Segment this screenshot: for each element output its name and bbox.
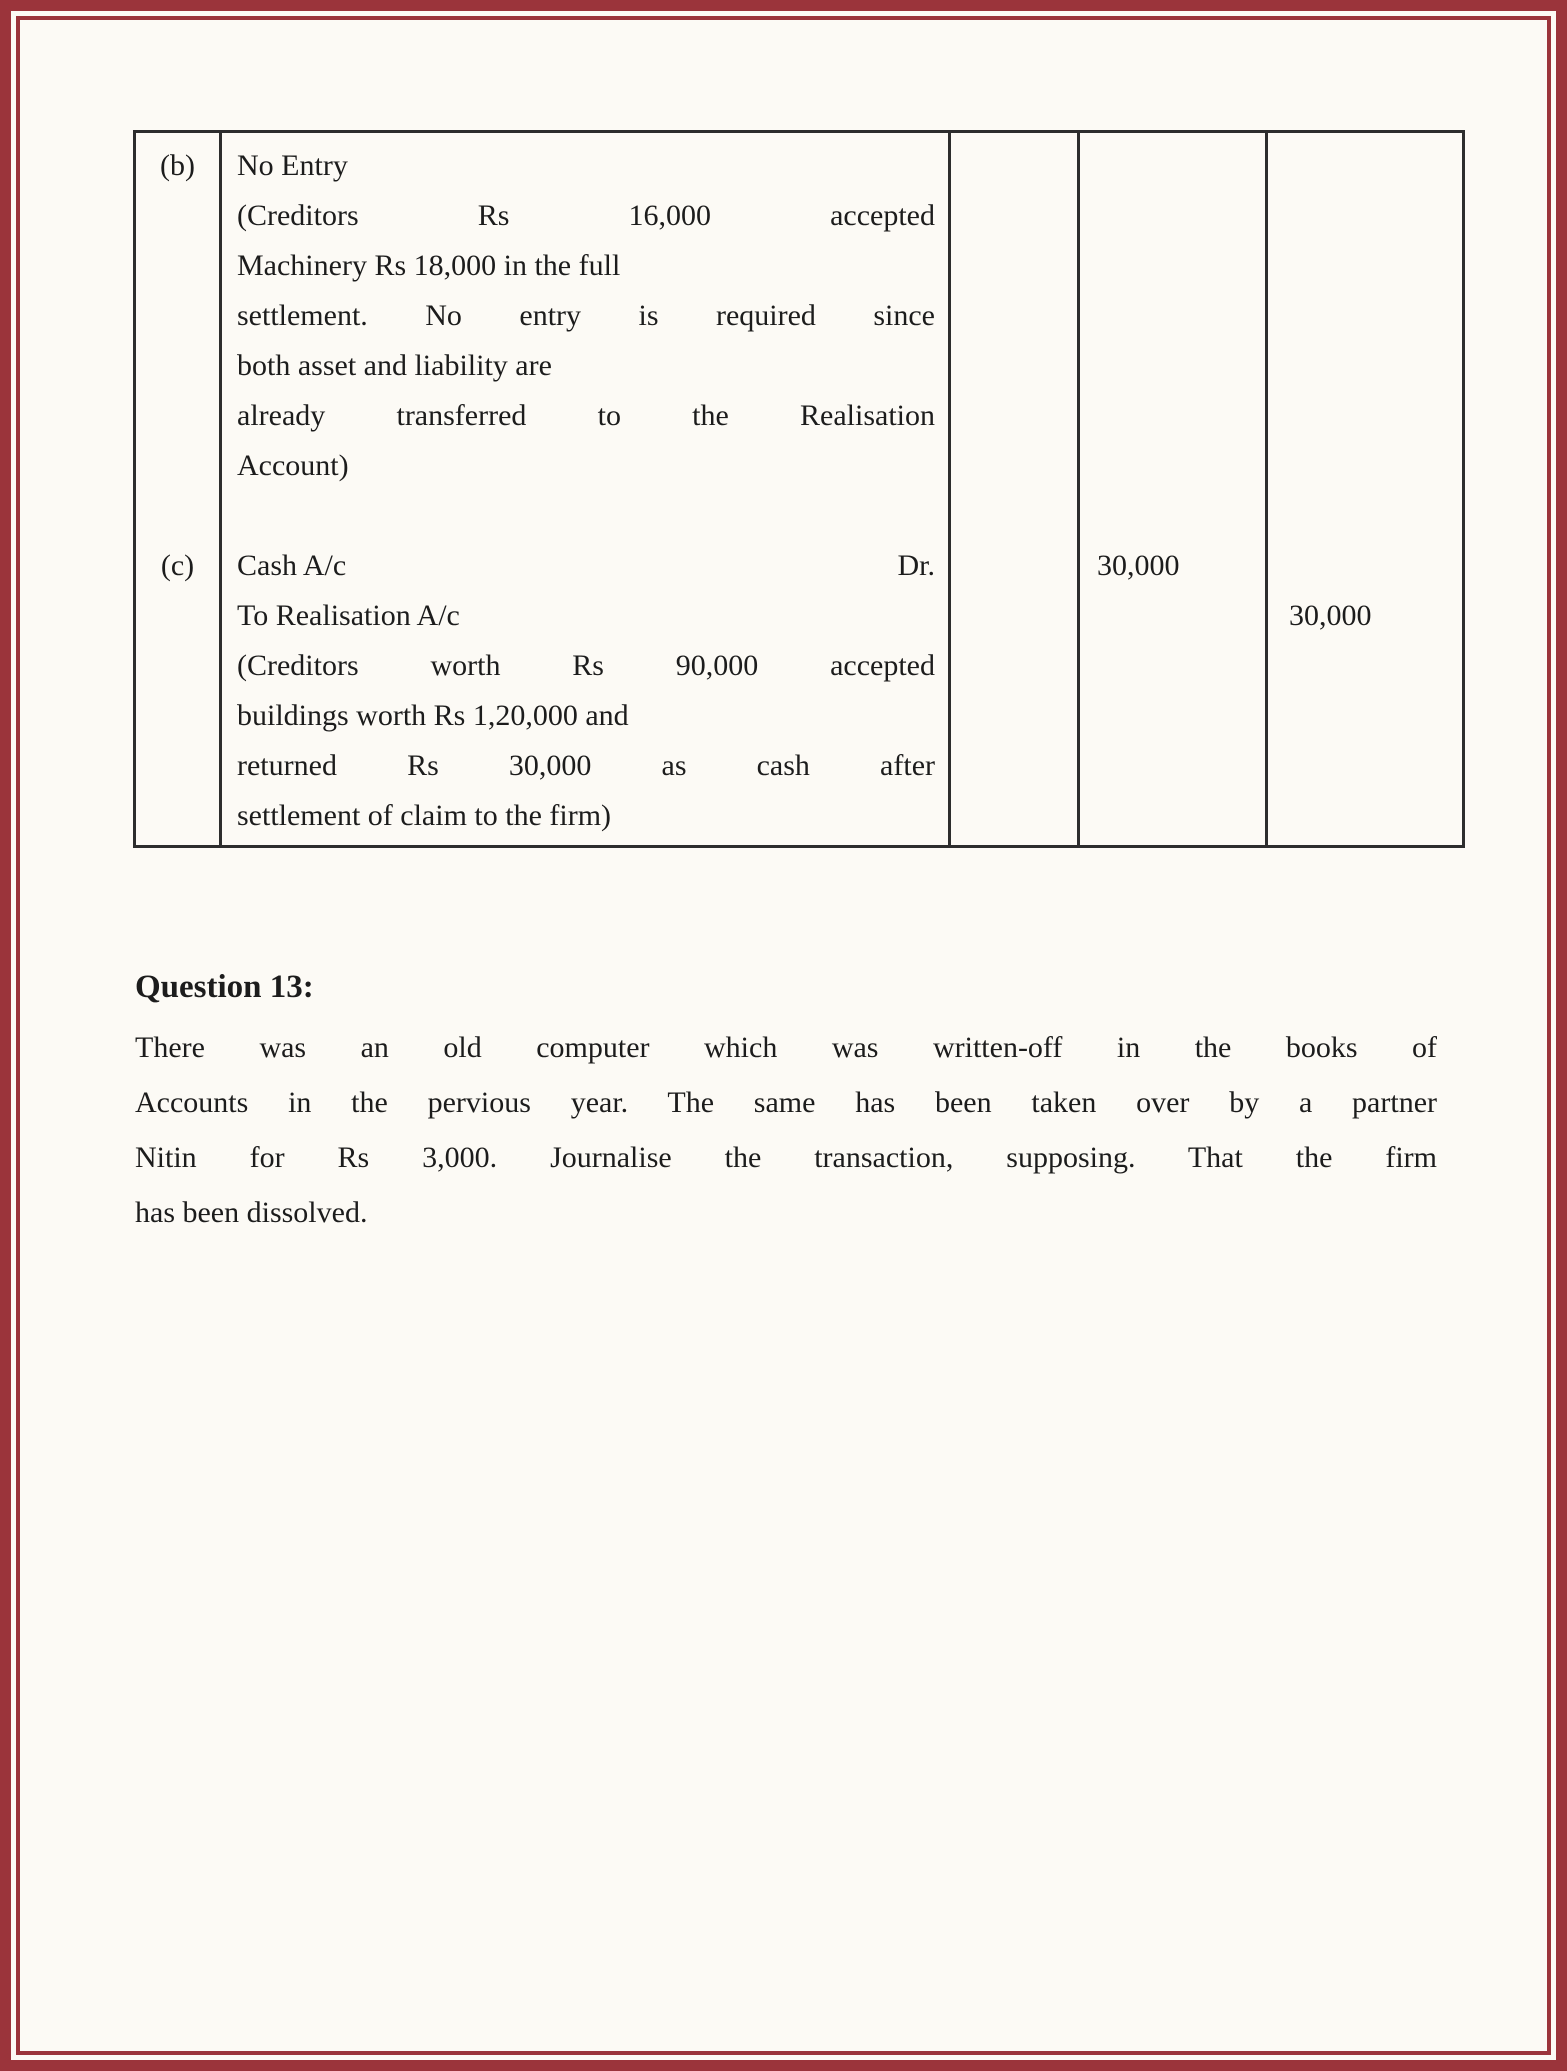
particulars-column [222, 133, 951, 845]
question-line: Accounts in the pervious year. The same has been taken over by a partner [135, 1086, 1437, 1119]
entry-c-line: settlement of claim to the firm) [237, 799, 612, 832]
entry-b-line: (Creditors Rs 16,000 accepted [237, 199, 935, 232]
question-title: Question 13: [135, 969, 314, 1005]
entry-c-account-line [237, 541, 935, 591]
entry-b-line: No Entry [237, 149, 348, 182]
entry-c-debit-amount: 30,000 [1097, 549, 1180, 582]
entry-b-line: Machinery Rs 18,000 in the full [237, 249, 621, 282]
entry-b-line: settlement. No entry is required since [237, 299, 935, 332]
entry-c-dr-label: Dr. [897, 549, 935, 582]
entry-b-line: Account) [237, 449, 349, 482]
entry-c-line: (Creditors worth Rs 90,000 accepted [237, 649, 935, 682]
serial-column [136, 133, 222, 845]
entry-c-credit-amount: 30,000 [1289, 599, 1372, 632]
row-gap [237, 491, 935, 541]
credit-column [1268, 133, 1462, 845]
entry-c-line: returned Rs 30,000 as cash after [237, 749, 935, 782]
journal-table [133, 130, 1465, 848]
question-text [135, 1020, 1437, 1240]
entry-b-line: already transferred to the Realisation [237, 399, 935, 432]
question-block [135, 966, 1437, 1240]
question-line: has been dissolved. [135, 1196, 368, 1229]
entry-c-label: (c) [160, 549, 195, 582]
entry-c-line: To Realisation A/c [237, 599, 460, 632]
entry-b-label: (b) [160, 149, 195, 182]
question-line: Nitin for Rs 3,000. Journalise the transaction, supposing. That the firm [135, 1141, 1437, 1174]
debit-column [1080, 133, 1268, 845]
question-line: There was an old computer which was written-off in the books of [135, 1031, 1437, 1064]
entry-c-line: buildings worth Rs 1,20,000 and [237, 699, 629, 732]
lf-column [951, 133, 1080, 845]
entry-b-line: both asset and liability are [237, 349, 552, 382]
entry-c-account: Cash A/c [237, 549, 347, 582]
